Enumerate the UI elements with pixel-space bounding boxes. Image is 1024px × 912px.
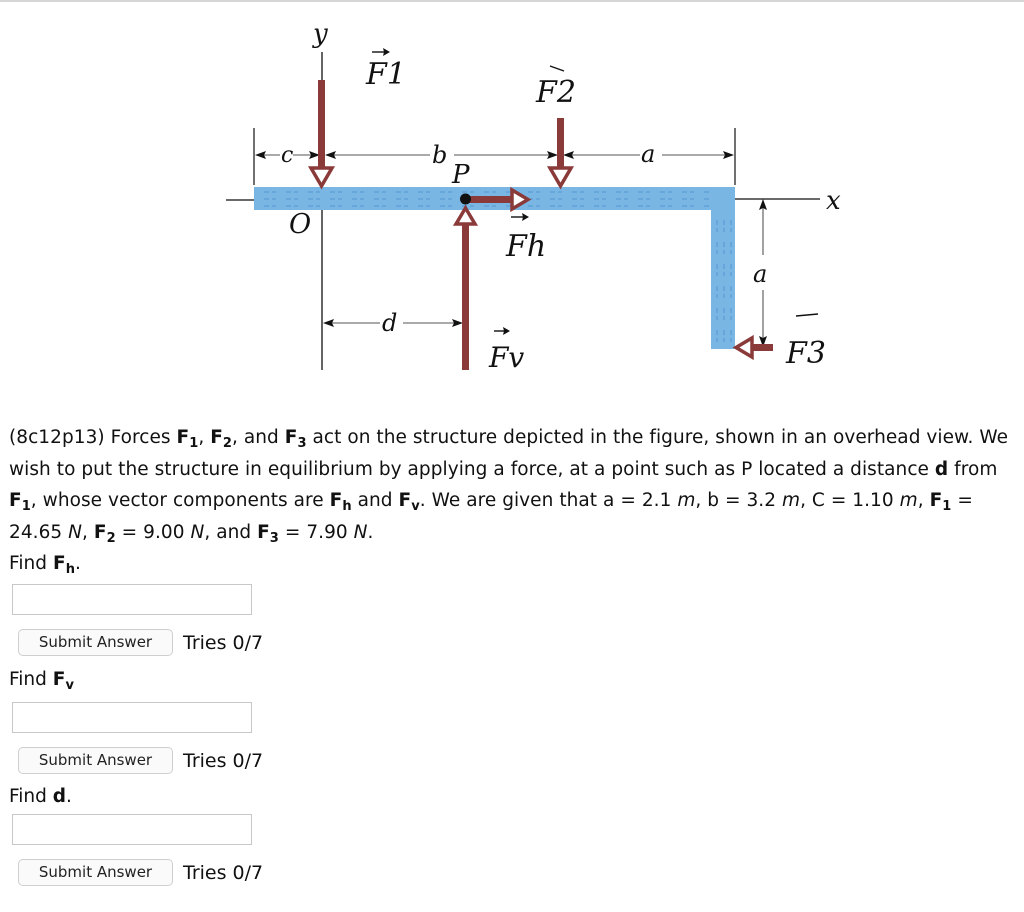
f3-label: F3 (786, 336, 826, 371)
dimension-right (753, 199, 767, 347)
origin-label: O (289, 209, 312, 240)
dim-b-label: b (432, 141, 448, 169)
x-axis-label: x (826, 186, 841, 216)
tries-counter-fh: Tries 0/7 (183, 632, 264, 654)
question-3-label: Find d. (9, 786, 72, 807)
submit-answer-button-fh[interactable]: Submit Answer (18, 629, 173, 656)
dimension-d (323, 309, 463, 337)
tries-counter-d: Tries 0/7 (183, 862, 264, 884)
submit-answer-button-fv[interactable]: Submit Answer (18, 747, 173, 774)
question-2-label: Find $F_v$ (9, 669, 74, 693)
answer-input-d[interactable] (12, 814, 252, 845)
dim-a-horizontal-label: a (641, 140, 656, 168)
problem-statement: (8c12p13) Forces $F_1$, $F_2$, and $F_3$ act on the structure depicted in the figure, shown in an overhead view. We wish to put the structure in equilibrium by applying a force, at a point such as P located a distance d from $F_1$, whose vector components are $F_h$ and $F_v$. We are given that a = 2.1 m, b = 3.2 m, C = 1.10 m, $F_1 = 24.65$ N, $F_2 = 9.00$ N, and $F_3 = 7.90$ N. Find $F_h$. (9, 427, 1009, 577)
force-f3-arrow (736, 314, 826, 371)
fh-label: Fh (506, 229, 547, 264)
point-p-label: P (452, 160, 470, 190)
y-axis-label: y (313, 19, 328, 49)
question-1-label: Find $F_h$. (9, 553, 81, 577)
f1-label: F1 (366, 57, 406, 92)
force-f1-arrow (311, 48, 406, 186)
force-f2-arrow (535, 66, 576, 186)
problem-id: (8c12p13) (9, 427, 105, 448)
answer-input-fh[interactable] (12, 584, 252, 615)
fv-label: Fv (489, 341, 525, 374)
dim-a-vertical-label: a (753, 260, 768, 288)
dim-d-label: d (382, 309, 398, 337)
tries-counter-fv: Tries 0/7 (183, 750, 264, 772)
f2-label: F2 (536, 75, 576, 110)
l-shaped-structure (254, 187, 735, 349)
structure-figure (0, 0, 1024, 400)
answer-input-fv[interactable] (12, 702, 252, 733)
dim-c-label: c (281, 143, 294, 168)
submit-answer-button-d[interactable]: Submit Answer (18, 859, 173, 886)
